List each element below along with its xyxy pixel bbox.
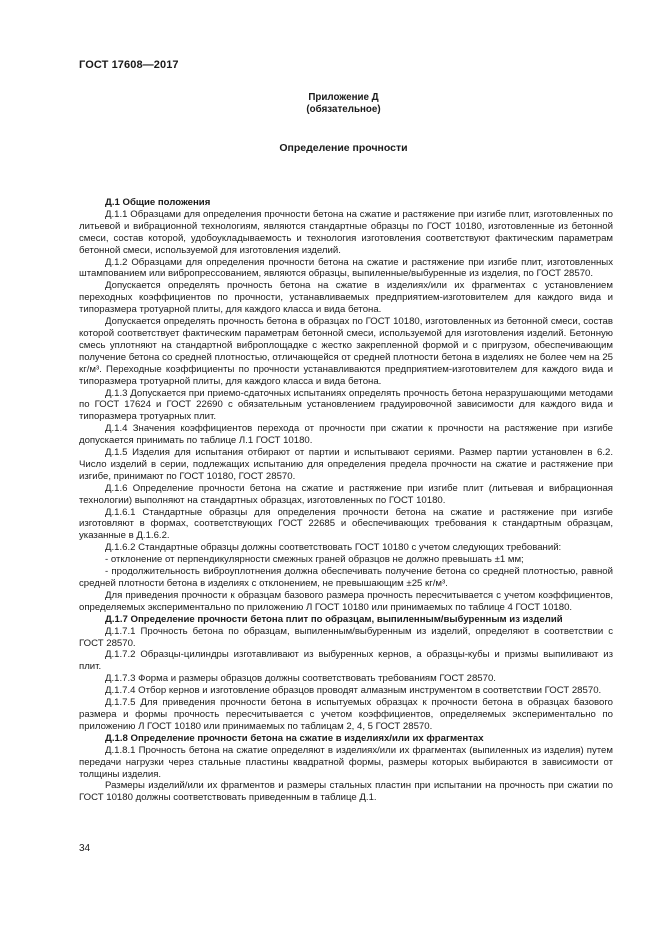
section-heading: Д.1.7 Определение прочности бетона плит по образцам, выпиленным/выбуренным из изделий bbox=[105, 613, 563, 625]
paragraph: Размеры изделий/или их фрагментов и размеры стальных пластин при испытании на прочность при сжатии по ГОСТ 10180 должны соответствовать приведенным в таблице Д.1. bbox=[79, 780, 613, 804]
paragraph: Д.1.7.1 Прочность бетона по образцам, выпиленным/выбуренным из изделий, определяют в соответствии с ГОСТ 28570. bbox=[79, 625, 613, 649]
paragraph: Д.1.4 Значения коэффициентов перехода от прочности при сжатии к прочности на растяжение при изгибе допускается принимать по таблице Л.1 ГОСТ 10180. bbox=[79, 423, 613, 447]
section-heading: Д.1.8 Определение прочности бетона на сжатие в изделиях/или их фрагментах bbox=[105, 732, 484, 744]
paragraph: Д.1.2 Образцами для определения прочности бетона на сжатие и растяжение при изгибе плит, изготовленных штампованием или вибропрессованием, являются образцы, выпиленные/выбуренные из изделия, по ГОСТ 28570. bbox=[79, 256, 613, 280]
paragraph: Допускается определять прочность бетона на сжатие в изделиях/или их фрагментах с установлением переходных коэффициентов по прочности, устанавливаемых предприятием-изготовителем для каждого вида и типоразмера тротуарной плиты, для каждого класса и вида бетона. bbox=[79, 280, 613, 316]
paragraph: Д.1.8.1 Прочность бетона на сжатие определяют в изделиях/или их фрагментах (выпиленных из изделия) путем передачи нагрузки через стальные пластины квадратной формы, размеры которых выбираются в зависимости от толщины изделия. bbox=[79, 744, 613, 780]
paragraph: Д.1.5 Изделия для испытания отбирают от партии и испытывают сериями. Размер партии установлен в 6.2. Число изделий в серии, подлежащих испытанию для определения предела прочности на сжатие и растяжение при изгибе, принимают по ГОСТ 10180, ГОСТ 28570. bbox=[79, 447, 613, 482]
paragraph: Д.1.1 Образцами для определения прочности бетона на сжатие и растяжение при изгибе плит, изготовленных по литьевой и вибрационной технологиям, являются стандартные образцы по ГОСТ 10180, изготовленные из бетонной смеси, состав которой, удобоукладываемость и технология изготовления соответствуют фактическим параметрам бетонной смеси, используемой для изготовления изделий. bbox=[79, 208, 613, 256]
appendix-heading: Определение прочности bbox=[279, 142, 408, 154]
appendix-title-block bbox=[0, 92, 661, 115]
paragraph: Д.1.7.2 Образцы-цилиндры изготавливают из выбуренных кернов, а образцы-кубы и призмы выпиливают из плит. bbox=[79, 649, 613, 673]
appendix-title: Приложение Д bbox=[308, 92, 379, 103]
document-body bbox=[79, 197, 613, 804]
page-number: 34 bbox=[79, 843, 91, 854]
appendix-subtitle: (обязательное) bbox=[306, 103, 381, 115]
standard-header: ГОСТ 17608—2017 bbox=[79, 59, 179, 71]
paragraph: Д.1.6.1 Стандартные образцы для определения прочности бетона на сжатие и растяжение при изгибе изготовляют в формах, соответствующих ГОСТ 22685 и обеспечивающих требования к стандартным образцам, указанные в Д.1.6.2. bbox=[79, 506, 613, 542]
section-heading: Д.1 Общие положения bbox=[105, 197, 211, 208]
paragraph: Д.1.7.4 Отбор кернов и изготовление образцов проводят алмазным инструментом в соответствии ГОСТ 28570. bbox=[105, 685, 602, 697]
paragraph: Д.1.6.2 Стандартные образцы должны соответствовать ГОСТ 10180 с учетом следующих требований: bbox=[105, 542, 562, 554]
paragraph: - продолжительность виброуплотнения должна обеспечивать получение бетона со средней плотностью, равной средней плотности бетона в изделиях с отклонением, не превышающим ±25 кг/м³. bbox=[79, 566, 613, 589]
paragraph: - отклонение от перпендикулярности смежных граней образцов не должно превышать ±1 мм; bbox=[105, 554, 524, 566]
paragraph: Допускается определять прочность бетона в образцах по ГОСТ 10180, изготовленных из бетонной смеси, состав которой соответствует фактическим параметрам бетонной смеси, используемой для изготовления изделий. Бетонную смесь уплотняют на стандартной виброплощадке с жестко закрепленной формой и с пригрузом, обеспечивающим получение бетона со средней плотностью, отличающейся от средней плотности бетона в изделиях не более чем на 25 кг/м³. Переходные коэффициенты по прочности устанавливаются предприятием-изготовителем для каждого вида и типоразмера тротуарной плиты, для каждого класса и вида бетона. bbox=[79, 316, 613, 387]
paragraph: Д.1.3 Допускается при приемо-сдаточных испытаниях определять прочность бетона неразрушающими методами по ГОСТ 17624 и ГОСТ 22690 с обязательным установлением градуировочной зависимости для каждого вида и типоразмера тротуарных плит. bbox=[79, 387, 613, 423]
paragraph: Д.1.7.3 Форма и размеры образцов должны соответствовать требованиям ГОСТ 28570. bbox=[105, 673, 496, 685]
paragraph: Для приведения прочности к образцам базового размера прочность пересчитывается с учетом коэффициентов, определяемых экспериментально по приложению Л ГОСТ 10180 или принимаемых по таблице 4 ГОСТ 10180. bbox=[79, 589, 613, 613]
paragraph: Д.1.7.5 Для приведения прочности бетона в испытуемых образцах к прочности бетона в образцах базового размера и формы прочность пересчитывается с учетом коэффициентов, определяемых экспериментально по приложению Л ГОСТ 10180 или принимаемых по таблицам 2, 4, 5 ГОСТ 28570. bbox=[79, 697, 613, 732]
paragraph: Д.1.6 Определение прочности бетона на сжатие и растяжение при изгибе плит (литьевая и вибрационная технологии) выполняют на стандартных образцах, изготовленных по ГОСТ 10180. bbox=[79, 482, 613, 506]
